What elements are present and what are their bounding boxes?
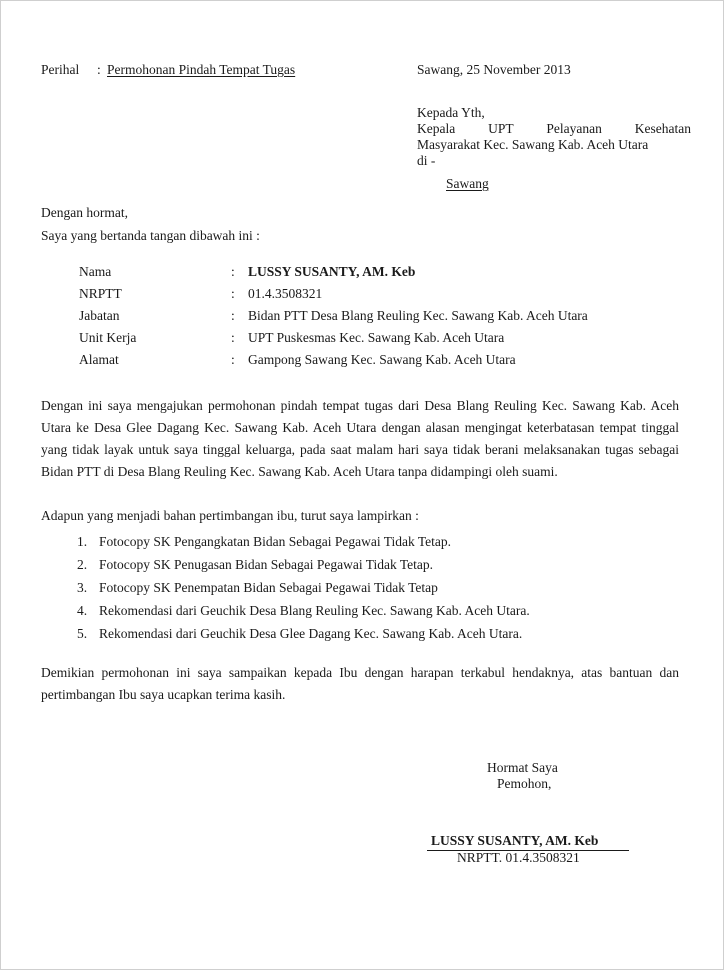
- subject-label: Perihal: [41, 62, 80, 77]
- identity-value-address: Gampong Sawang Kec. Sawang Kab. Aceh Utara: [248, 352, 516, 367]
- list-item-text: Fotocopy SK Pengangkatan Bidan Sebagai Pegawai Tidak Tetap.: [99, 534, 452, 549]
- identity-colon: :: [231, 308, 235, 323]
- subject-value: Permohonan Pindah Tempat Tugas: [107, 62, 296, 77]
- list-item: [77, 553, 530, 576]
- identity-value-work-unit: UPT Puskesmas Kec. Sawang Kab. Aceh Utara: [248, 330, 505, 345]
- identity-colon: :: [231, 286, 235, 301]
- identity-colon: :: [231, 330, 235, 345]
- list-item-text: Fotocopy SK Penugasan Bidan Sebagai Pegawai Tidak Tetap.: [99, 557, 434, 572]
- identity-value-name: LUSSY SUSANTY, AM. Keb: [248, 264, 416, 279]
- recipient-city: Sawang: [446, 176, 489, 191]
- identity-label-address: Alamat: [79, 352, 119, 367]
- recipient-title: Kepala UPT Pelayanan Kesehatan: [417, 121, 691, 136]
- attachments-list: [77, 530, 530, 645]
- list-item-number: 1.: [77, 534, 88, 549]
- identity-label-nrptt: NRPTT: [79, 286, 122, 301]
- signature-name: LUSSY SUSANTY, AM. Keb: [431, 833, 599, 848]
- identity-colon: :: [231, 264, 235, 279]
- list-item: [77, 530, 530, 553]
- list-item-number: 2.: [77, 557, 88, 572]
- list-item-number: 5.: [77, 626, 88, 641]
- list-item-number: 3.: [77, 580, 88, 595]
- identity-label-position: Jabatan: [79, 308, 120, 323]
- recipient-greeting: Kepada Yth,: [417, 105, 485, 120]
- identity-colon: :: [231, 352, 235, 367]
- recipient-location-prefix: di -: [417, 153, 436, 168]
- attachments-intro: Adapun yang menjadi bahan pertimbangan ibu, turut saya lampirkan :: [41, 508, 419, 523]
- signature-role: Pemohon,: [497, 776, 552, 791]
- place-date: Sawang, 25 November 2013: [417, 62, 571, 77]
- intro-sentence: Saya yang bertanda tangan dibawah ini :: [41, 228, 260, 243]
- identity-value-nrptt: 01.4.3508321: [248, 286, 323, 301]
- closing-paragraph: Demikian permohonan ini saya sampaikan kepada Ibu dengan harapan terkabul hendaknya, atas bantuan dan pertimbangan Ibu saya ucapkan terima kasih.: [41, 665, 679, 702]
- recipient-organization: Masyarakat Kec. Sawang Kab. Aceh Utara: [417, 137, 649, 152]
- list-item: [77, 599, 530, 622]
- request-paragraph: Dengan ini saya mengajukan permohonan pindah tempat tugas dari Desa Blang Reuling Kec. Sawang Kab. Aceh Utara ke Desa Glee Dagang Kec. Sawang Kab. Aceh Utara dengan alasan mengingat keterbatasan tempat tinggal yang tidak layak untuk saya tinggal keluarga, pada saat malam hari saya tidak berani melaksanakan tugas sebagai Bidan PTT di Desa Blang Reuling Kec. Sawang Kab. Aceh Utara tanpa didampingi oleh suami.: [41, 398, 679, 479]
- list-item-text: Fotocopy SK Penempatan Bidan Sebagai Pegawai Tidak Tetap: [99, 580, 438, 595]
- signature-id: NRPTT. 01.4.3508321: [457, 850, 580, 865]
- list-item-text: Rekomendasi dari Geuchik Desa Blang Reuling Kec. Sawang Kab. Aceh Utara.: [99, 603, 530, 618]
- salutation: Dengan hormat,: [41, 205, 128, 220]
- signature-regards: Hormat Saya: [487, 760, 558, 775]
- list-item-text: Rekomendasi dari Geuchik Desa Glee Dagang Kec. Sawang Kab. Aceh Utara.: [99, 626, 523, 641]
- list-item-number: 4.: [77, 603, 88, 618]
- list-item: [77, 622, 530, 645]
- identity-label-work-unit: Unit Kerja: [79, 330, 137, 345]
- subject-colon: :: [97, 62, 101, 77]
- identity-label-name: Nama: [79, 264, 112, 279]
- identity-value-position: Bidan PTT Desa Blang Reuling Kec. Sawang Kab. Aceh Utara: [248, 308, 588, 323]
- list-item: [77, 576, 530, 599]
